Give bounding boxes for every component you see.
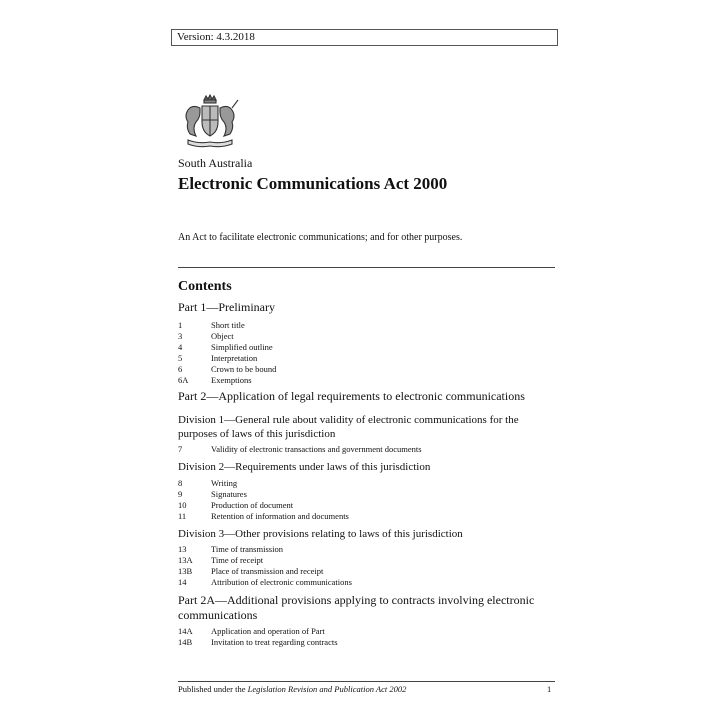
toc-entry-number: 14A — [178, 626, 193, 636]
toc-entry[interactable] — [178, 555, 548, 566]
part-2-division-3-heading[interactable]: Division 3—Other provisions relating to laws of this jurisdiction — [178, 528, 463, 540]
jurisdiction-label: South Australia — [178, 156, 253, 170]
toc-entry[interactable] — [178, 375, 548, 386]
part-2-division-1-heading[interactable]: Division 1—General rule about validity of electronic communications for the purposes of laws of this jurisdiction — [178, 414, 519, 440]
toc-entry-number: 7 — [178, 444, 183, 454]
part-2-division-3-entries — [178, 544, 548, 588]
toc-entry-title: Retention of information and documents — [211, 511, 349, 521]
divider — [178, 267, 555, 268]
toc-entry-number: 3 — [178, 331, 183, 341]
toc-entry[interactable] — [178, 353, 548, 364]
toc-entry-title: Signatures — [211, 489, 247, 499]
toc-entry-title: Simplified outline — [211, 342, 273, 352]
toc-entry-title: Attribution of electronic communications — [211, 577, 352, 587]
toc-entry-title: Time of transmission — [211, 544, 283, 554]
toc-entry-number: 4 — [178, 342, 183, 352]
toc-entry[interactable] — [178, 500, 548, 511]
toc-entry[interactable] — [178, 320, 548, 331]
toc-entry-number: 6A — [178, 375, 189, 385]
part-1-heading[interactable]: Part 1—Preliminary — [178, 300, 275, 314]
toc-entry[interactable] — [178, 511, 548, 522]
toc-entry[interactable] — [178, 489, 548, 500]
version-label: Version: 4.3.2018 — [171, 29, 558, 46]
act-title: Electronic Communications Act 2000 — [178, 174, 448, 193]
footer-act-reference: Legislation Revision and Publication Act 2002 — [247, 684, 407, 694]
toc-entry-number: 1 — [178, 320, 183, 330]
footer-text — [178, 684, 406, 694]
long-title: An Act to facilitate electronic communications; and for other purposes. — [178, 232, 463, 243]
toc-entry[interactable] — [178, 566, 548, 577]
toc-entry[interactable] — [178, 577, 548, 588]
toc-entry[interactable] — [178, 342, 548, 353]
toc-entry-number: 13B — [178, 566, 193, 576]
toc-entry-title: Interpretation — [211, 353, 258, 363]
toc-entry-number: 10 — [178, 500, 187, 510]
part-2-division-2-heading[interactable]: Division 2—Requirements under laws of this jurisdiction — [178, 461, 431, 473]
toc-entry-title: Validity of electronic transactions and government documents — [211, 444, 422, 454]
toc-entry-title: Short title — [211, 320, 245, 330]
toc-entry-title: Time of receipt — [211, 555, 264, 565]
toc-entry-number: 8 — [178, 478, 183, 488]
page-number: 1 — [547, 684, 552, 694]
toc-entry-number: 5 — [178, 353, 183, 363]
toc-entry-title: Application and operation of Part — [211, 626, 325, 636]
toc-entry-title: Exemptions — [211, 375, 252, 385]
toc-entry-number: 13 — [178, 544, 187, 554]
contents-heading: Contents — [178, 279, 232, 294]
toc-entry-title: Object — [211, 331, 234, 341]
toc-entry-number: 14B — [178, 637, 193, 647]
coat-of-arms-icon — [178, 94, 242, 150]
toc-entry-number: 14 — [178, 577, 187, 587]
toc-entry[interactable] — [178, 478, 548, 489]
part-1-entries — [178, 320, 548, 386]
footer-divider — [178, 681, 555, 682]
part-2a-entries — [178, 626, 548, 648]
toc-entry-title: Production of document — [211, 500, 294, 510]
toc-entry-number: 13A — [178, 555, 193, 565]
part-2-heading[interactable]: Part 2—Application of legal requirements to electronic communications — [178, 389, 525, 403]
toc-entry[interactable] — [178, 626, 548, 637]
toc-entry-number: 6 — [178, 364, 183, 374]
part-2a-heading[interactable]: Part 2A—Additional provisions applying to contracts involving electronic communications — [178, 593, 535, 622]
toc-entry[interactable] — [178, 331, 548, 342]
toc-entry-number: 9 — [178, 489, 183, 499]
toc-entry-title: Crown to be bound — [211, 364, 277, 374]
toc-entry-title: Invitation to treat regarding contracts — [211, 637, 338, 647]
part-2-division-2-entries — [178, 478, 548, 522]
toc-entry[interactable] — [178, 544, 548, 555]
part-2-division-1-entries — [178, 444, 548, 455]
toc-entry[interactable] — [178, 637, 548, 648]
toc-entry-title: Writing — [211, 478, 238, 488]
toc-entry[interactable] — [178, 364, 548, 375]
toc-entry[interactable] — [178, 444, 548, 455]
footer-prefix: Published under the — [178, 684, 248, 694]
toc-entry-title: Place of transmission and receipt — [211, 566, 324, 576]
toc-entry-number: 11 — [178, 511, 187, 521]
